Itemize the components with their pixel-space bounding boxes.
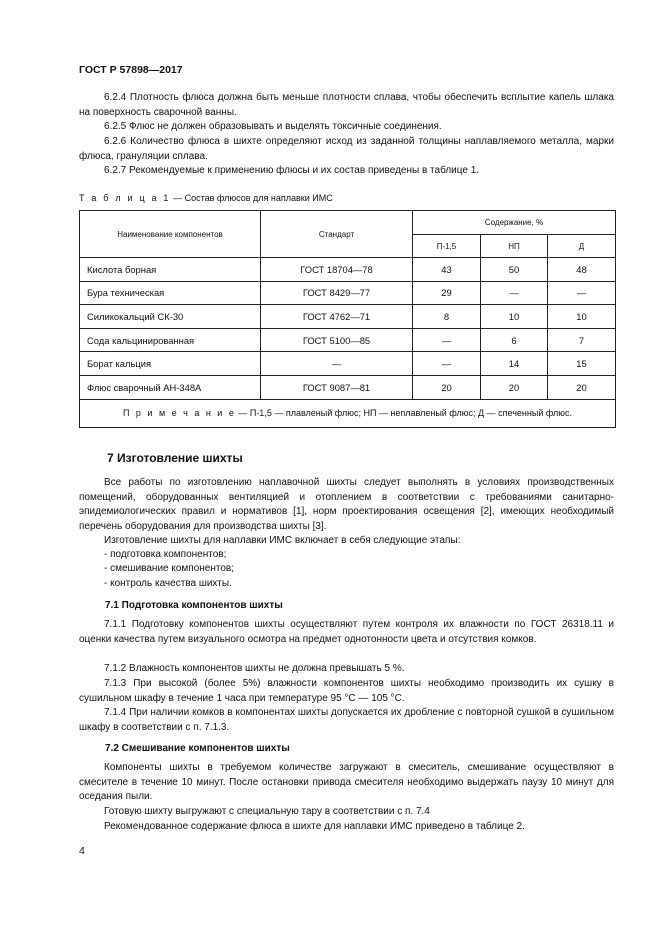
list-item: - подготовка компонентов; <box>104 549 227 560</box>
table-row <box>80 375 616 399</box>
table-note <box>80 399 616 427</box>
section-7-2-paragraph-3: Рекомендованное содержание флюса в шихте для наплавки ИМС приведено в таблице 2. <box>104 821 525 832</box>
clause-6-2-6: 6.2.6 Количество флюса в шихте определяют исход из заданной толщины наплавляемого металла, марки флюса, грануляции сплава. <box>79 136 614 162</box>
cell-np: 20 <box>481 375 548 399</box>
cell-name: Кислота борная <box>80 258 261 282</box>
page-number: 4 <box>79 845 85 857</box>
section-7-title: 7 Изготовление шихты <box>107 451 243 465</box>
cell-d: 10 <box>548 305 616 329</box>
section-7-2-paragraph-1: Компоненты шихты в требуемом количестве загружают в смеситель, смешивание осуществляют в смесителе в течение 10 минут. После остановки привода смесителя необходимо выдержать паузу 10 минут для оседания пыли. <box>79 762 614 803</box>
cell-standard: ГОСТ 8429—77 <box>261 281 413 305</box>
cell-d: 48 <box>548 258 616 282</box>
col-header-content: Содержание, % <box>413 211 616 235</box>
cell-np: 10 <box>481 305 548 329</box>
table-row <box>80 328 616 352</box>
cell-d: 20 <box>548 375 616 399</box>
standard-header: ГОСТ Р 57898—2017 <box>79 64 183 76</box>
clause-6-2-5: 6.2.5 Флюс не должен образовывать и выделять токсичные соединения. <box>104 121 442 132</box>
cell-np: 50 <box>481 258 548 282</box>
table-1-caption-text: — Состав флюсов для наплавки ИМС <box>170 193 333 203</box>
cell-standard: ГОСТ 4762—71 <box>261 305 413 329</box>
cell-p15: — <box>413 328 481 352</box>
section-7-paragraph-1: Все работы по изготовлению наплавочной шихты следует выполнять в условиях производственных помещений, оборудованных вентиляцией и отоплением в соответствии с требованиями санитарно-эпидемиологических правил и нормативов [1], норм проектирования освещения [2], имеющих необходимый перечень оборудования для производства шихты [3]. <box>79 477 614 532</box>
cell-d: 15 <box>548 352 616 376</box>
col-header-standard: Стандарт <box>261 211 413 258</box>
cell-name: Борат кальция <box>80 352 261 376</box>
cell-name: Бура техническая <box>80 281 261 305</box>
cell-p15: — <box>413 352 481 376</box>
cell-standard: — <box>261 352 413 376</box>
table-1-caption-label: Т а б л и ц а 1 <box>79 193 171 203</box>
cell-name: Флюс сварочный АН-348А <box>80 375 261 399</box>
table-row <box>80 281 616 305</box>
table-row <box>80 352 616 376</box>
clause-7-1-1: 7.1.1 Подготовку компонентов шихты осуществляют путем контроля их влажности по ГОСТ 26318.11 и оценки качества путем визуального осмотра на предмет однотонности цвета и отсутствия комков. <box>79 619 614 645</box>
cell-name: Силикокальций СК-30 <box>80 305 261 329</box>
cell-standard: ГОСТ 18704—78 <box>261 258 413 282</box>
section-7-2-paragraph-2: Готовую шихту выгружают с специальную тару в соответствии с п. 7.4 <box>104 806 430 817</box>
table-note-label: П р и м е ч а н и е <box>122 408 236 419</box>
flux-composition-table <box>79 210 616 428</box>
cell-d: — <box>548 281 616 305</box>
clause-6-2-7: 6.2.7 Рекомендуемые к применению флюсы и их состав приведены в таблице 1. <box>104 165 480 176</box>
clause-7-1-2: 7.1.2 Влажность компонентов шихты не должна превышать 5 %. <box>104 663 405 674</box>
table-row <box>80 305 616 329</box>
clause-7-1-4: 7.1.4 При наличии комков в компонентах шихты допускается их дробление с повторной сушкой в сушильном шкафу в соответствии с п. 7.1.3. <box>79 707 614 733</box>
col-header-p15: П-1,5 <box>413 235 481 258</box>
section-7-2-title: 7.2 Смешивание компонентов шихты <box>105 743 290 754</box>
table-note-text: — П-1,5 — плавленый флюс; НП — неплавленый флюс; Д — спеченный флюс. <box>235 408 573 419</box>
clause-6-2-4: 6.2.4 Плотность флюса должна быть меньше плотности сплава, чтобы обеспечить всплытие капель шлака на поверхность сварочной ванны. <box>79 92 614 118</box>
cell-p15: 29 <box>413 281 481 305</box>
cell-p15: 43 <box>413 258 481 282</box>
cell-np: 6 <box>481 328 548 352</box>
col-header-name: Наименование компонентов <box>80 211 261 258</box>
section-7-paragraph-2: Изготовление шихты для наплавки ИМС включает в себя следующие этапы: <box>104 535 461 546</box>
table-note-row <box>80 399 616 427</box>
clause-7-1-3: 7.1.3 При высокой (более 5%) влажности компонентов шихты необходимо производить их сушку в сушильном шкафу в течение 1 часа при температуре 95 °С — 105 °С. <box>79 678 614 704</box>
table-1-caption <box>79 193 333 203</box>
table-row <box>80 258 616 282</box>
col-header-d: Д <box>548 235 616 258</box>
cell-np: — <box>481 281 548 305</box>
list-item: - смешивание компонентов; <box>104 563 234 574</box>
cell-p15: 8 <box>413 305 481 329</box>
cell-p15: 20 <box>413 375 481 399</box>
cell-np: 14 <box>481 352 548 376</box>
cell-standard: ГОСТ 5100—85 <box>261 328 413 352</box>
list-item: - контроль качества шихты. <box>104 578 232 589</box>
cell-d: 7 <box>548 328 616 352</box>
section-7-1-title: 7.1 Подготовка компонентов шихты <box>105 600 283 611</box>
col-header-np: НП <box>481 235 548 258</box>
cell-standard: ГОСТ 9087—81 <box>261 375 413 399</box>
cell-name: Сода кальцинированная <box>80 328 261 352</box>
